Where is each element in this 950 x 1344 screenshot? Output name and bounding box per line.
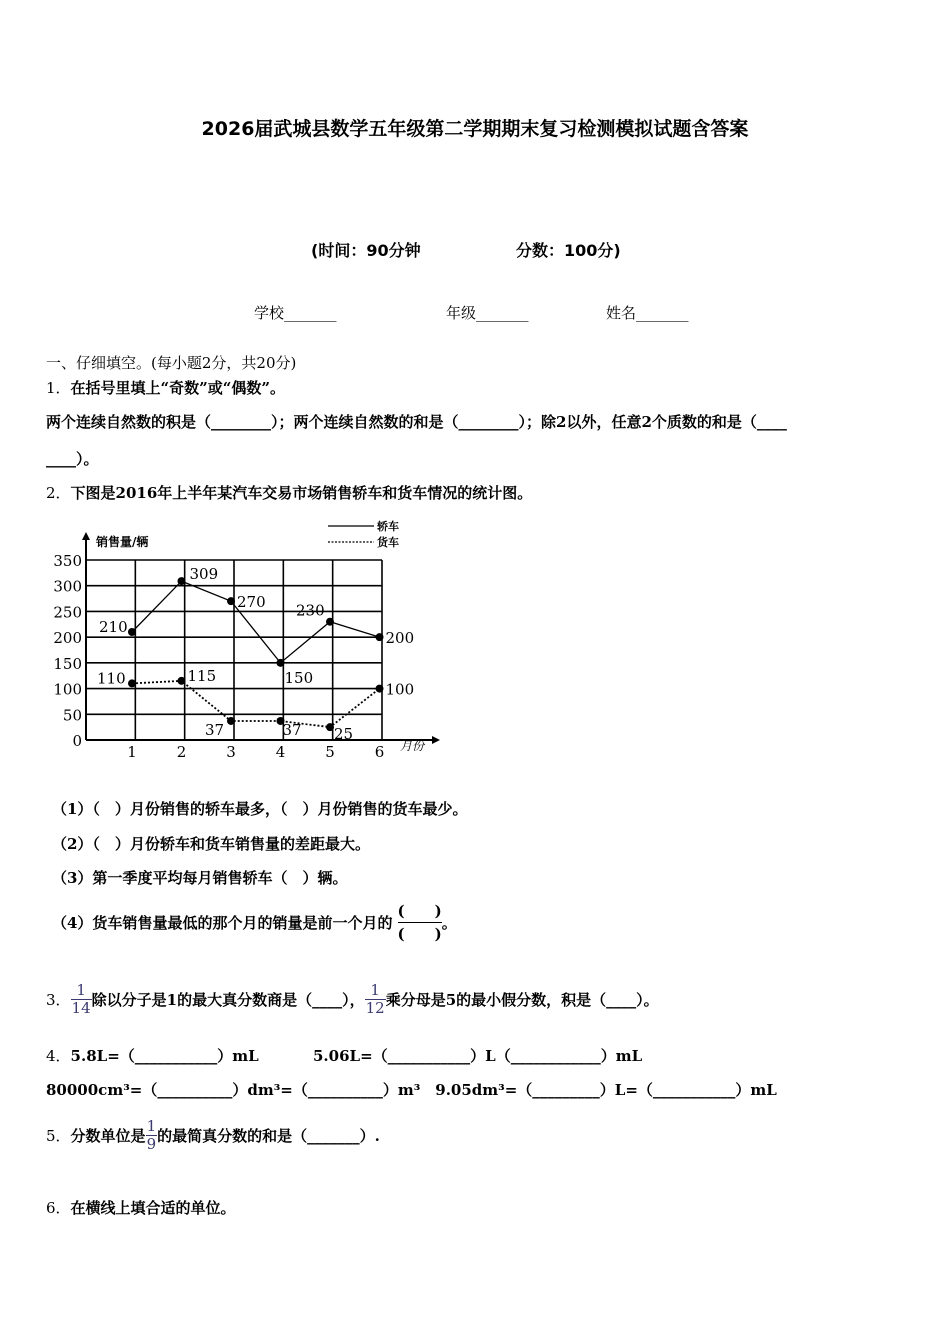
data-point-truck xyxy=(178,677,186,685)
question-1 xyxy=(46,377,285,398)
data-label-truck: 37 xyxy=(282,720,302,739)
q5-text2: 的最简真分数的和是（_______）. xyxy=(157,1127,380,1145)
q4-line1a: 5.8L=（___________）mL xyxy=(70,1047,259,1065)
data-label-sedan: 309 xyxy=(189,565,219,584)
y-axis-arrow xyxy=(82,532,90,540)
q3-text1: 除以分子是1的最大真分数商是（____）， xyxy=(91,991,365,1009)
data-point-sedan xyxy=(277,659,285,667)
x-tick-label: 5 xyxy=(325,743,335,761)
q1-line2: ____）。 xyxy=(46,450,99,468)
question-4 xyxy=(46,1045,259,1066)
data-point-truck xyxy=(326,723,334,731)
line-chart xyxy=(44,512,444,762)
data-point-truck xyxy=(128,679,136,687)
x-tick-label: 6 xyxy=(374,743,385,761)
data-label-truck: 25 xyxy=(334,725,354,744)
question-number: 5． xyxy=(46,1127,71,1145)
fraction-denominator: 9 xyxy=(146,1135,157,1153)
data-label-sedan: 270 xyxy=(237,593,266,612)
question-5 xyxy=(46,1118,380,1153)
x-tick-label: 4 xyxy=(275,743,286,761)
x-tick-label: 3 xyxy=(226,743,236,761)
fraction-numerator: 1 xyxy=(76,981,86,999)
page-title: 2026届武城县数学五年级第二学期期末复习检测模拟试题含答案 xyxy=(201,118,749,140)
data-point-sedan xyxy=(178,577,186,585)
question-2 xyxy=(46,482,532,503)
question-prompt: 下图是2016年上半年某汽车交易市场销售轿车和货车情况的统计图。 xyxy=(70,484,533,502)
fraction-denominator: 14 xyxy=(71,999,91,1017)
data-label-sedan: 200 xyxy=(385,629,415,648)
grade-field: 年级_______ xyxy=(446,304,529,322)
x-axis-arrow xyxy=(432,736,440,744)
blank-fraction xyxy=(398,900,442,945)
question-number: 2． xyxy=(46,484,71,502)
data-point-sedan xyxy=(376,633,384,641)
q3-text2: 乘分母是5的最小假分数，积是（____）。 xyxy=(385,991,659,1009)
data-label-truck: 110 xyxy=(97,669,126,688)
y-tick-label: 200 xyxy=(53,629,82,648)
question-number: 3． xyxy=(46,991,71,1009)
q5-text1: 分数单位是 xyxy=(70,1127,146,1145)
data-label-truck: 100 xyxy=(385,680,415,699)
fraction-1-12 xyxy=(365,982,386,1017)
y-axis-title: 销售量/辆 xyxy=(96,535,149,549)
legend-sedan-label: 轿车 xyxy=(377,520,399,533)
school-field: 学校_______ xyxy=(254,304,337,322)
x-tick-label: 2 xyxy=(176,743,187,761)
exam-time: (时间：90分钟 xyxy=(311,241,421,260)
question-number: 1． xyxy=(46,379,71,397)
data-point-sedan xyxy=(128,628,136,636)
data-label-truck: 37 xyxy=(205,720,225,739)
legend-truck-label: 货车 xyxy=(377,536,399,549)
data-point-sedan xyxy=(326,618,334,626)
data-point-truck xyxy=(376,685,384,693)
fraction-denominator: 12 xyxy=(365,999,385,1017)
question-prompt: 在括号里填上“奇数”或“偶数”。 xyxy=(70,379,286,397)
x-tick-label: 1 xyxy=(127,743,137,761)
q4-line1b: 5.06L=（___________）L（____________）mL xyxy=(313,1047,643,1065)
fraction-numerator: 1 xyxy=(146,1117,157,1135)
y-tick-label: 250 xyxy=(53,603,82,622)
chart-grid xyxy=(86,560,382,740)
q2-sub4-text: （4）货车销售量最低的那个月的销量是前一个月的 xyxy=(52,914,393,932)
fraction-1-14 xyxy=(71,982,92,1017)
y-tick-label: 300 xyxy=(53,577,82,596)
data-point-truck xyxy=(227,717,235,725)
q2-sub2: （2）（ ）月份轿车和货车销售量的差距最大。 xyxy=(52,835,370,853)
q2-sub4-end: 。 xyxy=(441,914,457,932)
question-6 xyxy=(46,1197,236,1218)
data-label-sedan: 150 xyxy=(284,668,314,687)
fraction-numerator: 1 xyxy=(370,981,380,999)
y-tick-label: 0 xyxy=(72,732,82,750)
question-number: 4． xyxy=(46,1047,71,1065)
data-label-sedan: 210 xyxy=(99,618,128,636)
x-axis-title: 月份 xyxy=(400,739,425,753)
y-tick-label: 150 xyxy=(53,654,82,673)
q4-line2: 80000cm³=（__________）dm³=（__________）m³ 9.05dm³=（_________）L=（___________）mL xyxy=(46,1081,777,1099)
q1-line1: 两个连续自然数的积是（________）；两个连续自然数的和是（________）；除2以外，任意2个质数的和是（____ xyxy=(46,413,787,431)
data-point-sedan xyxy=(227,597,235,605)
y-tick-label: 100 xyxy=(53,680,82,699)
y-tick-label: 50 xyxy=(62,706,82,725)
section-heading: 一、仔细填空。(每小题2分，共20分) xyxy=(46,354,297,372)
y-tick-label: 350 xyxy=(53,552,82,570)
data-label-sedan: 230 xyxy=(296,601,325,620)
q2-sub4 xyxy=(52,900,457,945)
fraction-numerator: ( ) xyxy=(397,902,442,920)
question-prompt: 在横线上填合适的单位。 xyxy=(70,1199,236,1217)
fraction-denominator: ( ) xyxy=(398,922,442,945)
q2-sub3: （3）第一季度平均每月销售轿车（ ）辆。 xyxy=(52,869,348,887)
q2-sub1: （1）（ ）月份销售的轿车最多，（ ）月份销售的货车最少。 xyxy=(52,800,468,818)
question-3 xyxy=(46,982,659,1017)
data-label-truck: 115 xyxy=(187,666,217,685)
question-number: 6． xyxy=(46,1199,71,1217)
fraction-1-9 xyxy=(146,1118,158,1153)
exam-score: 分数：100分) xyxy=(516,241,621,260)
name-field: 姓名_______ xyxy=(606,304,689,322)
